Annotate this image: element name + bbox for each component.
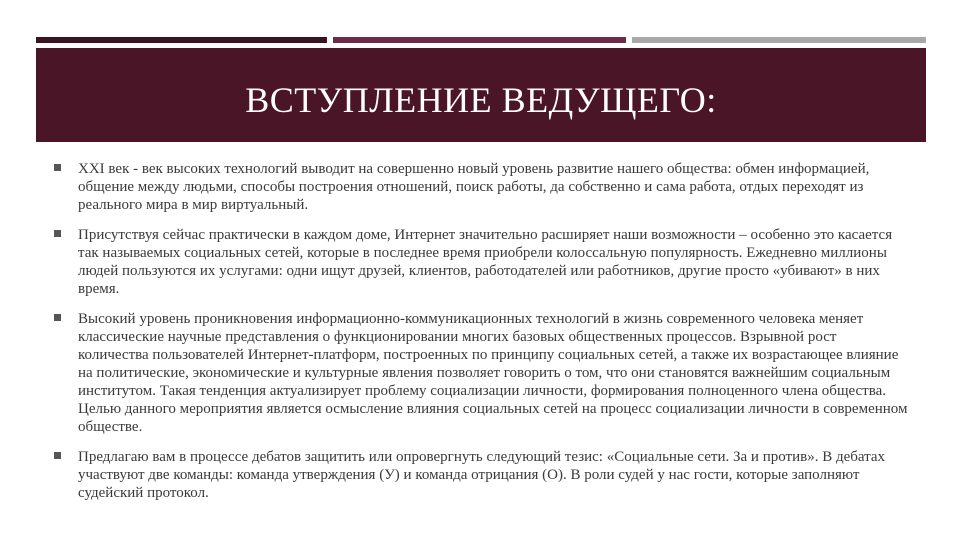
slide-title: ВСТУПЛЕНИЕ ВЕДУЩЕГО: — [245, 80, 717, 120]
square-bullet-icon — [54, 452, 61, 459]
list-item — [54, 160, 910, 214]
bullet-list — [54, 160, 910, 514]
list-item — [54, 310, 910, 436]
top-decorative-bars — [36, 37, 926, 43]
title-banner — [36, 48, 926, 142]
square-bullet-icon — [54, 314, 61, 321]
decor-bar-dark — [36, 37, 327, 43]
list-item-text: Высокий уровень проникновения информационно-коммуникационных технологий в жизнь современного человека меняет классические научные представления о функционировании многих базовых общественных процессов. Взрывной рост количества пользователей Интернет-платформ, построенных по принципу социальных сетей, а также их возрастающее влияние на политические, экономические и культурные явления позволяет говорить о том, что они становятся важнейшим социальным институтом. Такая тенденция актуализирует проблему социализации личности, формирования полноценного члена общества. Целью данного мероприятия является осмысление влияния социальных сетей на процесс социализации личности в современном обществе. — [78, 311, 908, 435]
square-bullet-icon — [54, 164, 61, 171]
list-item-text: Присутствуя сейчас практически в каждом доме, Интернет значительно расширяет наши возможности – особенно это касается так называемых социальных сетей, которые в последнее время приобрели колоссальную популярность. Ежедневно миллионы людей пользуются их услугами: одни ищут друзей, клиентов, работодателей или работников, другие просто «убивают» в них время. — [78, 227, 893, 297]
list-item — [54, 448, 910, 502]
square-bullet-icon — [54, 230, 61, 237]
list-item-text: Предлагаю вам в процессе дебатов защитить или опровергнуть следующий тезис: «Социальные сети. За и против». В дебатах участвуют две команды: команда утверждения (У) и команда отрицания (О). В роли судей у нас гости, которые заполняют судейский протокол. — [78, 449, 886, 501]
decor-bar-gray — [632, 37, 926, 43]
decor-bar-mid — [333, 37, 626, 43]
list-item-text: XXI век - век высоких технологий выводит на совершенно новый уровень развитие нашего общества: обмен информацией, общение между людьми, способы построения отношений, поиск работы, да собственно и сама работа, отдых переходят из реального мира в мир виртуальный. — [78, 161, 870, 213]
list-item — [54, 226, 910, 298]
